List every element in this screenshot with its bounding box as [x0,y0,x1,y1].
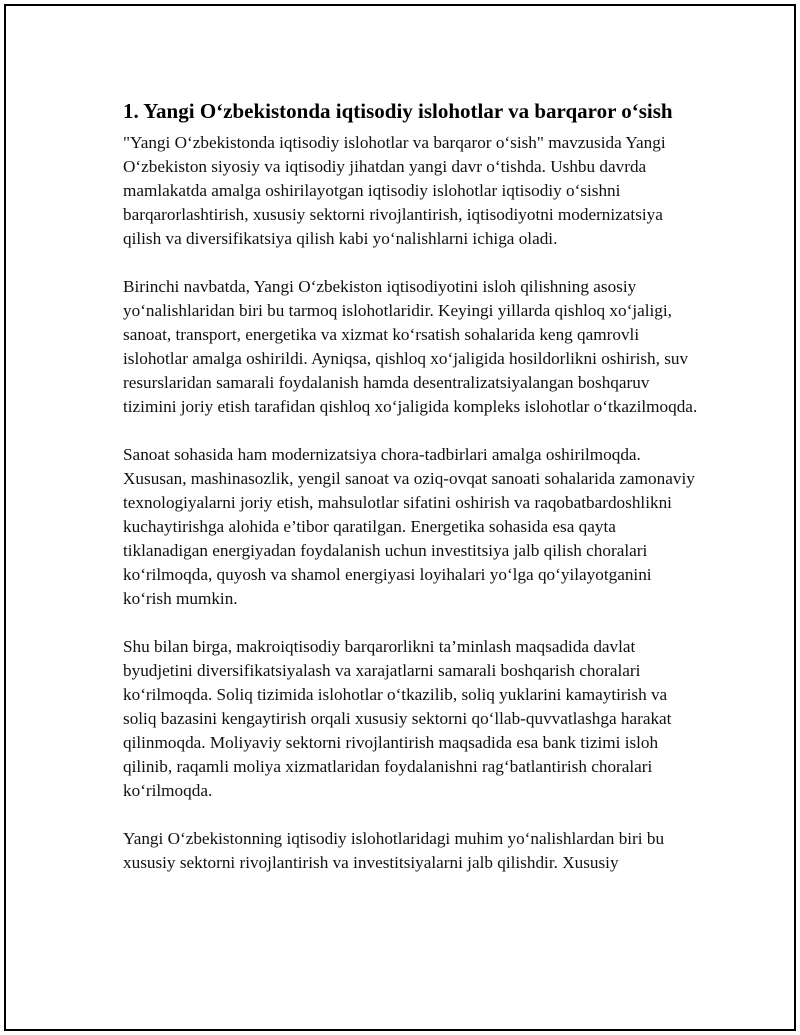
paragraph-sector-reforms: Birinchi navbatda, Yangi O‘zbekiston iqtisodiyotini isloh qilishning asosiy yo‘nalishlaridan biri bu tarmoq islohotlaridir. Keyingi yillarda qishloq xo‘jaligi, sanoat, transport, energetika va xizmat ko‘rsatish sohalarida keng qamrovli islohotlar amalga oshirildi. Ayniqsa, qishloq xo‘jaligida hosildorlikni oshirish, suv resurslaridan samarali foydalanish hamda desentralizatsiyalangan boshqaruv tizimini joriy etish tarafidan qishloq xo‘jaligida kompleks islohotlar o‘tkazilmoqda. [123,277,698,416]
page-frame [4,4,796,1031]
paragraph-industry: Sanoat sohasida ham modernizatsiya chora-tadbirlari amalga oshirilmoqda. Xususan, mashinasozlik, yengil sanoat va oziq-ovqat sanoati sohalarida zamonaviy texnologiyalarni joriy etish, mahsulotlar sifatini oshirish va raqobatbardoshlikni kuchaytirishga alohida e’tibor qaratilgan. Energetika sohasida esa qayta tiklanadigan energiyadan foydalanish uchun investitsiya jalb qilish choralari ko‘rilmoqda, quyosh va shamol energiyasi loyihalari yo‘lga qo‘yilayotganini ko‘rish mumkin. [123,445,695,608]
paragraph-macroeconomics: Shu bilan birga, makroiqtisodiy barqarorlikni ta’minlash maqsadida davlat byudjetini diversifikatsiyalash va xarajatlarni samarali boshqarish choralari ko‘rilmoqda. Soliq tizimida islohotlar o‘tkazilib, soliq yuklarini kamaytirish va soliq bazasini kengaytirish orqali xususiy sektorni qo‘llab-quvvatlashga harakat qilinmoqda. Moliyaviy sektorni rivojlantirish maqsadida esa bank tizimi isloh qilinib, raqamli moliya xizmatlaridan foydalanishni rag‘batlantirish choralari ko‘rilmoqda. [123,637,672,800]
paragraph-intro: "Yangi O‘zbekistonda iqtisodiy islohotlar va barqaror o‘sish" mavzusida Yangi O‘zbekiston siyosiy va iqtisodiy jihatdan yangi davr o‘tishda. Ushbu davrda mamlakatda amalga oshirilayotgan iqtisodiy islohotlar iqtisodiy o‘sishni barqarorlashtirish, xususiy sektorni rivojlantirish, iqtisodiyotni modernizatsiya qilish va diversifikatsiya qilish kabi yo‘nalishlarni ichiga oladi. [123,133,666,248]
document-body [119,98,709,899]
paragraph-private-sector: Yangi O‘zbekistonning iqtisodiy islohotlaridagi muhim yo‘nalishlardan biri bu xususiy sektorni rivojlantirish va investitsiyalarni jalb qilishdir. Xususiy [123,829,665,872]
document-title: 1. Yangi O‘zbekistonda iqtisodiy islohotlar va barqaror o‘sish [123,99,673,123]
